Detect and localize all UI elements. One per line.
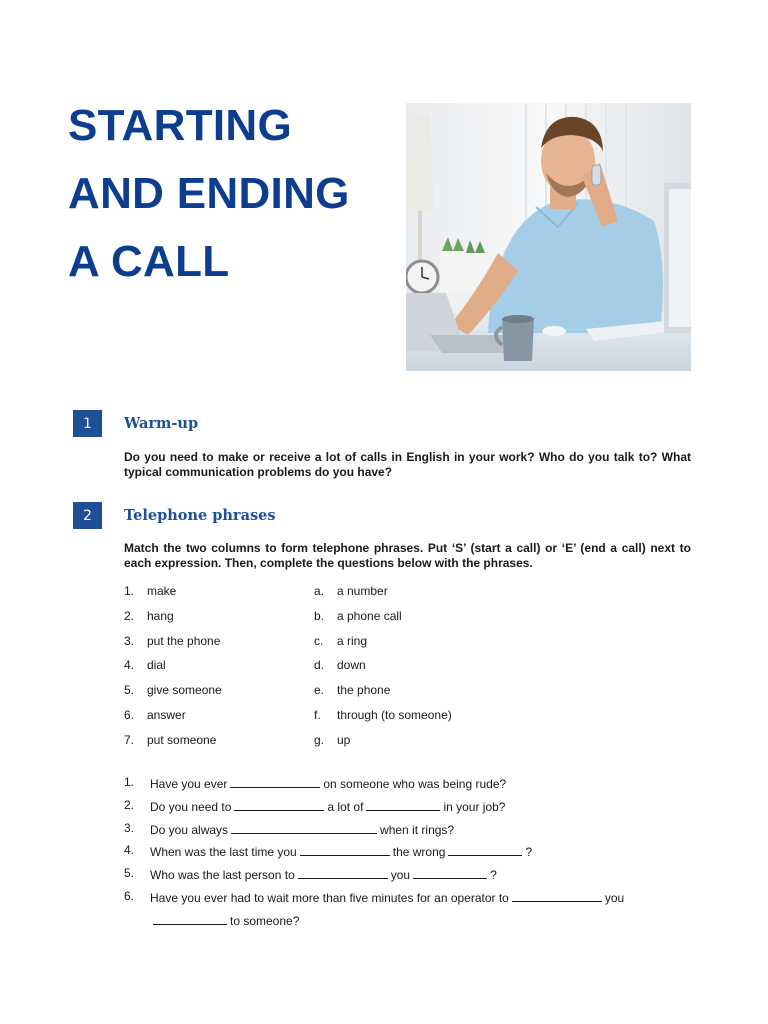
question-segment: you	[604, 890, 625, 905]
match-left-phrase: dial	[147, 658, 166, 673]
match-number: 3.	[124, 633, 135, 648]
question-number: 4.	[124, 843, 135, 858]
match-number: 6.	[124, 707, 135, 722]
question-number: 5.	[124, 866, 135, 881]
question-segment: in your job?	[443, 799, 506, 814]
question-text	[150, 866, 497, 882]
question-segment: you	[390, 868, 411, 883]
question-number: 3.	[124, 820, 135, 835]
match-row	[124, 609, 684, 634]
man-on-phone-photo	[406, 103, 691, 371]
answer-blank[interactable]	[153, 912, 227, 925]
answer-blank[interactable]	[230, 775, 320, 788]
match-letter: a.	[314, 584, 325, 598]
match-right-phrase: a number	[337, 584, 388, 598]
match-left-phrase: give someone	[147, 683, 222, 698]
match-right-phrase: the phone	[337, 683, 391, 698]
question-text	[150, 912, 299, 928]
answer-blank[interactable]	[413, 866, 487, 879]
match-row	[124, 584, 684, 609]
question-list	[124, 775, 704, 935]
answer-blank[interactable]	[231, 821, 377, 834]
section-1-title: Warm-up	[124, 415, 199, 432]
match-left-phrase: hang	[147, 608, 174, 623]
question-number: 2.	[124, 797, 135, 812]
match-right-phrase: a ring	[337, 633, 368, 648]
match-left-phrase: make	[147, 584, 177, 598]
answer-blank[interactable]	[234, 798, 324, 811]
match-number: 2.	[124, 608, 135, 623]
match-row	[124, 733, 684, 758]
question-row	[124, 889, 704, 912]
match-row	[124, 658, 684, 683]
question-text	[150, 889, 624, 905]
question-row	[124, 912, 704, 935]
question-row	[124, 798, 704, 821]
match-row	[124, 634, 684, 659]
match-letter: g.	[314, 732, 325, 747]
question-segment: Have you ever	[150, 777, 228, 791]
question-row	[124, 821, 704, 844]
match-right-phrase: a phone call	[337, 608, 402, 623]
match-letter: b.	[314, 608, 325, 623]
answer-blank[interactable]	[298, 866, 388, 879]
question-segment: When was the last time you	[150, 845, 297, 860]
question-segment: Do you always	[150, 822, 229, 837]
match-row	[124, 683, 684, 708]
title-line-3: A CALL	[68, 237, 230, 286]
match-right-phrase: down	[337, 658, 366, 673]
section-2-title: Telephone phrases	[124, 507, 276, 524]
title-line-2: AND ENDING	[68, 169, 350, 218]
answer-blank[interactable]	[300, 843, 390, 856]
question-row	[124, 843, 704, 866]
match-letter: d.	[314, 658, 325, 673]
question-segment: on someone who was being rude?	[323, 777, 507, 791]
question-segment: Do you need to	[150, 799, 232, 814]
question-segment: to someone?	[230, 913, 300, 928]
match-number: 4.	[124, 658, 135, 673]
question-segment: ?	[525, 845, 533, 860]
section-2-number: 2	[73, 502, 102, 529]
section-1-number: 1	[73, 410, 102, 437]
question-segment: a lot of	[327, 799, 364, 814]
match-left-phrase: put someone	[147, 732, 217, 747]
match-letter: e.	[314, 683, 325, 698]
answer-blank[interactable]	[448, 843, 522, 856]
question-text	[150, 821, 454, 837]
section-1-instruction: Do you need to make or receive a lot of calls in English in your work? Who do you talk to? What typical communication problems do you have?	[124, 450, 691, 479]
question-segment: when it rings?	[380, 822, 455, 837]
question-row	[124, 775, 704, 798]
matching-exercise	[124, 584, 684, 758]
answer-blank[interactable]	[366, 798, 440, 811]
title-line-1: STARTING	[68, 101, 293, 150]
match-letter: f.	[314, 707, 321, 722]
match-letter: c.	[314, 633, 324, 648]
question-number: 1.	[124, 775, 135, 789]
question-row	[124, 866, 704, 889]
question-segment: Who was the last person to	[150, 868, 295, 883]
match-right-phrase: up	[337, 732, 351, 747]
match-row	[124, 708, 684, 733]
question-segment: the wrong	[392, 845, 446, 860]
question-segment: ?	[490, 868, 497, 883]
match-left-phrase: answer	[147, 707, 186, 722]
match-number: 1.	[124, 584, 135, 598]
question-number: 6.	[124, 888, 135, 903]
question-text	[150, 798, 505, 814]
page-title	[68, 92, 350, 296]
question-text	[150, 775, 506, 791]
match-left-phrase: put the phone	[147, 633, 221, 648]
section-2-instruction: Match the two columns to form telephone phrases. Put ‘S’ (start a call) or ‘E’ (end a call) next to each expression. Then, complete the questions below with the phrases.	[124, 541, 691, 570]
answer-blank[interactable]	[512, 889, 602, 902]
match-number: 7.	[124, 732, 135, 747]
question-segment: Have you ever had to wait more than five minutes for an operator to	[150, 890, 509, 905]
match-right-phrase: through (to someone)	[337, 707, 452, 722]
question-text	[150, 843, 532, 859]
match-number: 5.	[124, 683, 135, 698]
